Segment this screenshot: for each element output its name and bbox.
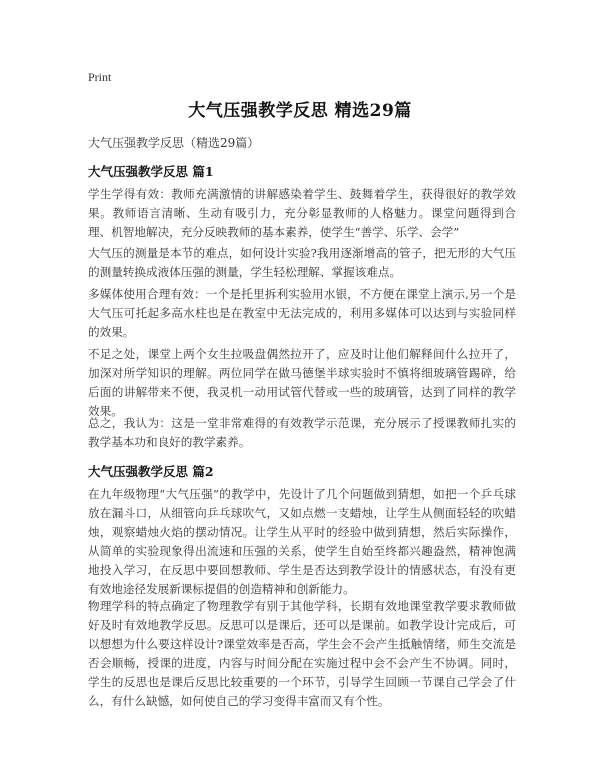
- section-1-paragraph-4: 不足之处，课堂上两个女生拉吸盘偶然拉开了，应及时让他们解释间什么拉开了，加深对所学知识的理解。两位同学在做马德堡半球实验时不慎将细玻璃管踢碎，给后面的讲解带来不便，我灵机一动用试管代替或一些的玻璃管，达到了同样的教学效果。: [88, 347, 516, 418]
- section-1-paragraph-5: 总之，我认为：这是一堂非常难得的有效教学示范课，充分展示了授课教师扎实的教学基本功和良好的教学素养。: [88, 416, 516, 449]
- section-1-paragraph-3: 多媒体使用合理有效：一个是托里拆利实验用水银，不方便在课堂上演示,另一个是大气压可托起多高水柱也是在教室中无法完成的，利用多媒体可以达到与实验同样的效果。: [88, 287, 516, 339]
- page-subtitle: 大气压强教学反思（精选29篇）: [88, 136, 260, 150]
- section-heading-1: 大气压强教学反思 篇1: [88, 164, 214, 179]
- section-2-paragraph-1: 在九年级物理“大气压强”的教学中，先设计了几个问题做到猜想，如把一个乒乓球放在漏斗口，从细管向乒乓球吹气，又如点燃一支蜡烛，让学生从侧面轻轻的吹蜡烛，观察蜡烛火焰的摆动情况。让学生从平时的经验中做到猜想，然后实际操作，从简单的实验现象得出流速和压强的关系，使学生自始至终都兴趣盎然，精神饱满地投入学习，在反思中要回想教师、学生是否达到教学设计的情感状态，有没有更有效地途径发展新课标提倡的创造精神和创新能力。: [88, 487, 516, 596]
- section-1-paragraph-2: 大气压的测量是本节的难点，如何设计实验?我用逐渐增高的管子，把无形的大气压的测量转换成液体压强的测量，学生轻松理解、掌握该难点。: [88, 246, 516, 279]
- section-2-paragraph-2: 物理学科的特点确定了物理教学有别于其他学科，长期有效地课堂教学要求教师做好及时有效地教学反思。反思可以是课后，还可以是课前。如教学设计完成后，可以想想为什么要这样设计?课堂效率是否高，学生会不会产生抵触情绪，师生交流是否会顺畅，授课的进度，内容与时间分配在实施过程中会不会产生不协调。同时，学生的反思也是课后反思比较重要的一个环节，引导学生回顾一节课自己学会了什么，有什么缺憾，如何使自己的学习变得丰富而又有个性。: [88, 599, 516, 708]
- print-label: Print: [88, 70, 112, 84]
- section-heading-2: 大气压强教学反思 篇2: [88, 464, 214, 479]
- section-1-paragraph-1: 学生学得有效：教师充满激情的讲解感染着学生、鼓舞着学生，获得很好的教学效果。教师语言清晰、生动有吸引力，充分彰显教师的人格魅力。课堂问题得到合理、机智地解决，充分反映教师的基本素养，使学生“善学、乐学、会学”: [88, 187, 516, 239]
- page-title: 大气压强教学反思 精选29篇: [188, 101, 412, 121]
